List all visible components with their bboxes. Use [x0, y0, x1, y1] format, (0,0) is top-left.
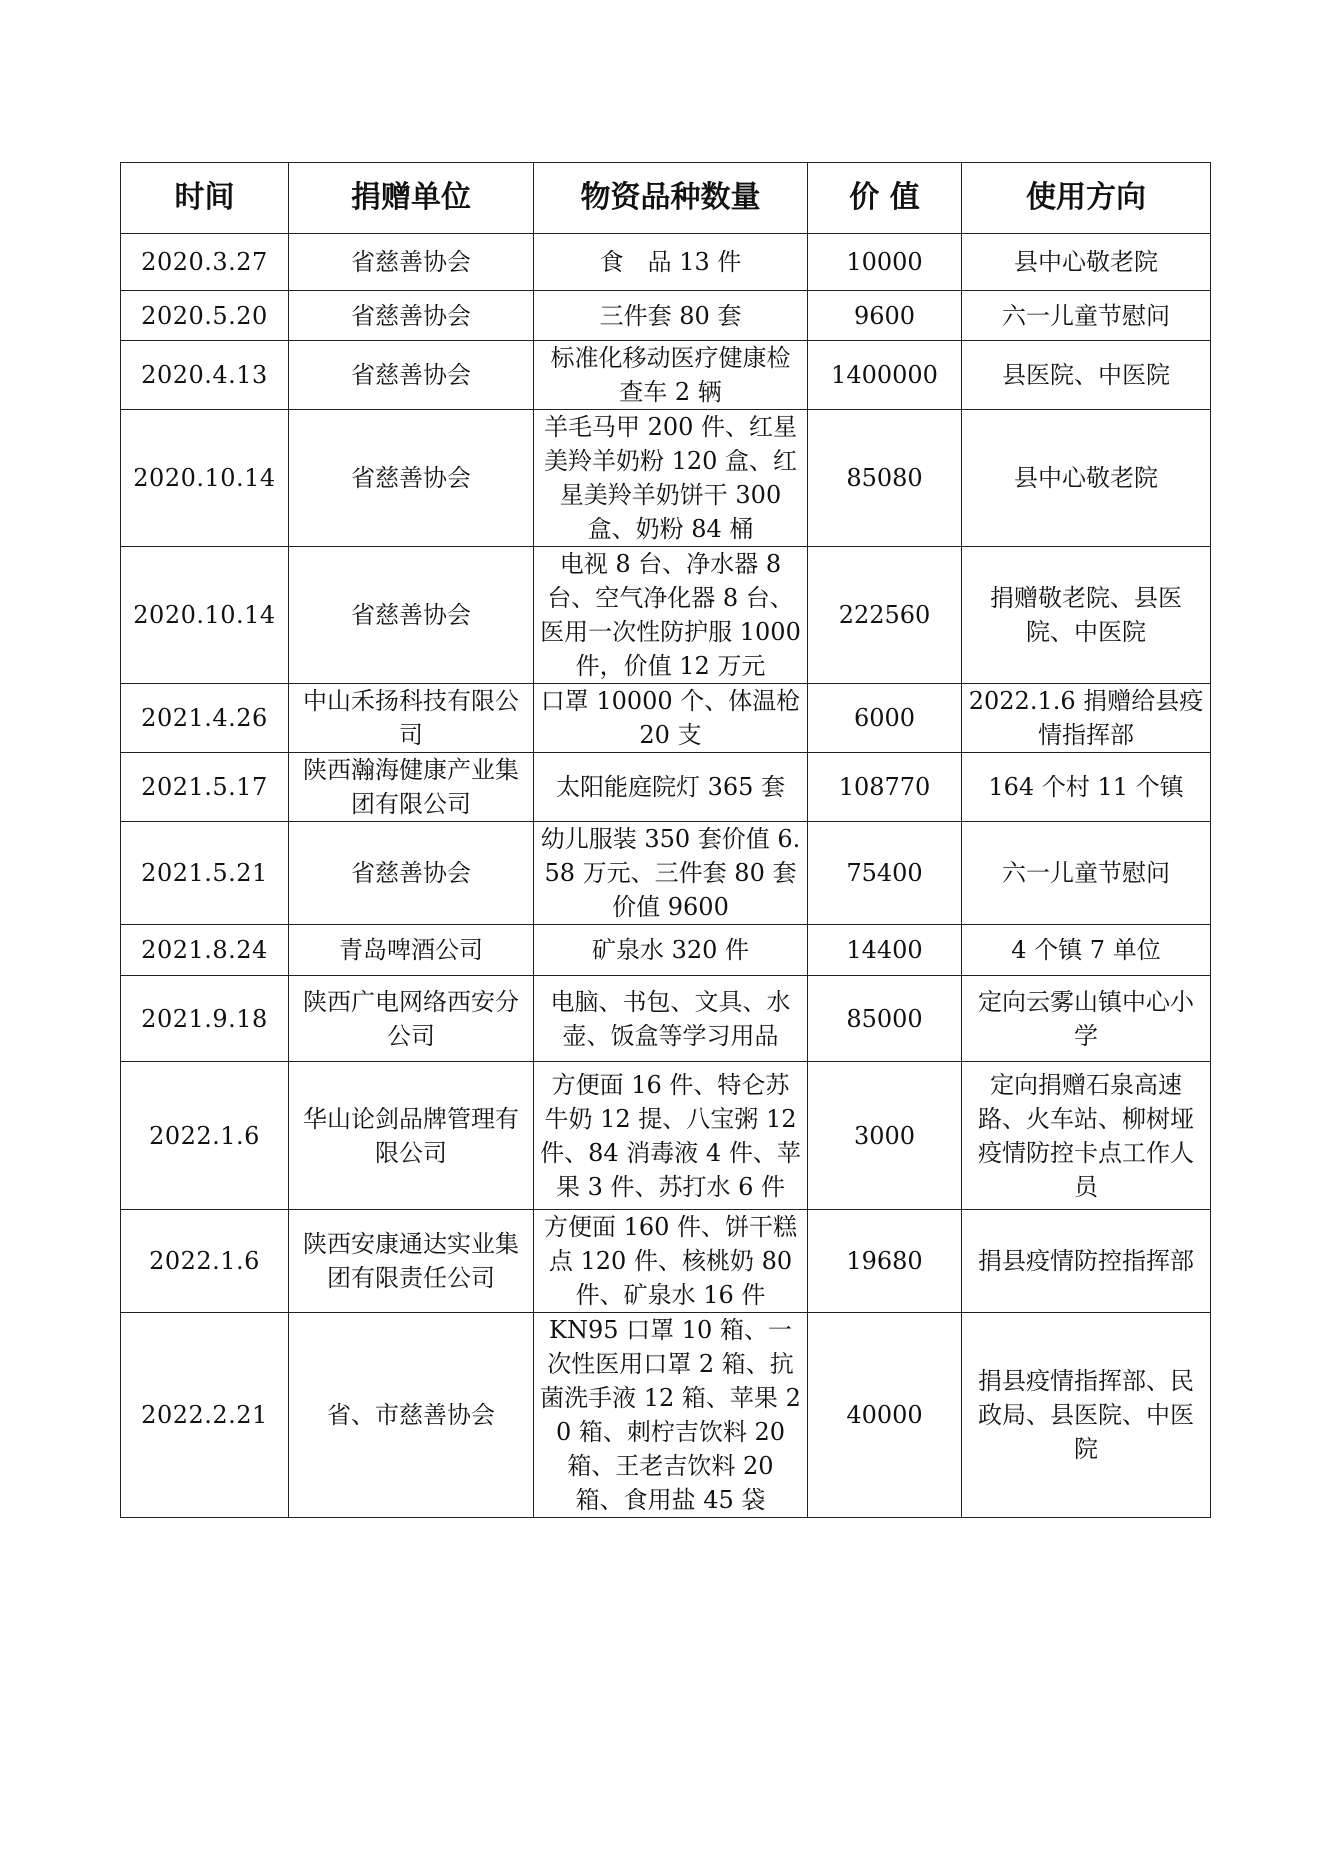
- table-row: [121, 925, 1211, 976]
- header-date: 时间: [121, 163, 289, 234]
- cell-use: 县中心敬老院: [962, 410, 1211, 547]
- cell-donor: 陕西广电网络西安分公司: [289, 976, 534, 1062]
- table-row: [121, 291, 1211, 341]
- table-row: [121, 547, 1211, 684]
- cell-value: 10000: [808, 234, 962, 291]
- cell-value: 75400: [808, 822, 962, 925]
- cell-goods: 矿泉水 320 件: [534, 925, 808, 976]
- cell-goods: 方便面 16 件、特仑苏牛奶 12 提、八宝粥 12 件、84 消毒液 4 件、苹果 3 件、苏打水 6 件: [534, 1062, 808, 1210]
- cell-value: 85000: [808, 976, 962, 1062]
- cell-use: 六一儿童节慰问: [962, 291, 1211, 341]
- header-value: 价 值: [808, 163, 962, 234]
- cell-goods: 羊毛马甲 200 件、红星美羚羊奶粉 120 盒、红星美羚羊奶饼干 300 盒、奶粉 84 桶: [534, 410, 808, 547]
- cell-value: 222560: [808, 547, 962, 684]
- cell-date: 2022.1.6: [121, 1210, 289, 1313]
- header-goods: 物资品种数量: [534, 163, 808, 234]
- cell-date: 2020.4.13: [121, 341, 289, 410]
- cell-date: 2021.8.24: [121, 925, 289, 976]
- cell-donor: 省慈善协会: [289, 341, 534, 410]
- cell-date: 2022.1.6: [121, 1062, 289, 1210]
- cell-use: 县中心敬老院: [962, 234, 1211, 291]
- cell-donor: 陕西安康通达实业集团有限责任公司: [289, 1210, 534, 1313]
- cell-goods: KN95 口罩 10 箱、一次性医用口罩 2 箱、抗菌洗手液 12 箱、苹果 20 箱、刺柠吉饮料 20 箱、王老吉饮料 20 箱、食用盐 45 袋: [534, 1313, 808, 1518]
- cell-date: 2020.10.14: [121, 547, 289, 684]
- table-row: [121, 1313, 1211, 1518]
- cell-donor: 青岛啤酒公司: [289, 925, 534, 976]
- cell-goods: 电脑、书包、文具、水壶、饭盒等学习用品: [534, 976, 808, 1062]
- donation-table: [120, 162, 1211, 1518]
- cell-date: 2021.5.17: [121, 753, 289, 822]
- cell-goods: 三件套 80 套: [534, 291, 808, 341]
- cell-date: 2021.9.18: [121, 976, 289, 1062]
- cell-use: 六一儿童节慰问: [962, 822, 1211, 925]
- table-row: [121, 976, 1211, 1062]
- cell-goods: 幼儿服装 350 套价值 6.58 万元、三件套 80 套价值 9600: [534, 822, 808, 925]
- table-row: [121, 234, 1211, 291]
- cell-date: 2022.2.21: [121, 1313, 289, 1518]
- cell-use: 定向捐赠石泉高速路、火车站、柳树垭疫情防控卡点工作人员: [962, 1062, 1211, 1210]
- table-row: [121, 1210, 1211, 1313]
- cell-use: 捐赠敬老院、县医院、中医院: [962, 547, 1211, 684]
- cell-goods: 口罩 10000 个、体温枪 20 支: [534, 684, 808, 753]
- table-row: [121, 341, 1211, 410]
- cell-goods: 方便面 160 件、饼干糕点 120 件、核桃奶 80 件、矿泉水 16 件: [534, 1210, 808, 1313]
- table-row: [121, 410, 1211, 547]
- cell-use: 捐县疫情防控指挥部: [962, 1210, 1211, 1313]
- cell-value: 40000: [808, 1313, 962, 1518]
- cell-goods: 太阳能庭院灯 365 套: [534, 753, 808, 822]
- cell-use: 164 个村 11 个镇: [962, 753, 1211, 822]
- cell-date: 2020.10.14: [121, 410, 289, 547]
- cell-date: 2020.3.27: [121, 234, 289, 291]
- table-row: [121, 684, 1211, 753]
- cell-donor: 华山论剑品牌管理有限公司: [289, 1062, 534, 1210]
- cell-goods: 电视 8 台、净水器 8 台、空气净化器 8 台、医用一次性防护服 1000 件，价值 12 万元: [534, 547, 808, 684]
- table-row: [121, 753, 1211, 822]
- cell-value: 14400: [808, 925, 962, 976]
- cell-value: 19680: [808, 1210, 962, 1313]
- header-use: 使用方向: [962, 163, 1211, 234]
- cell-value: 85080: [808, 410, 962, 547]
- cell-value: 6000: [808, 684, 962, 753]
- cell-donor: 中山禾扬科技有限公司: [289, 684, 534, 753]
- cell-donor: 省慈善协会: [289, 410, 534, 547]
- cell-donor: 省慈善协会: [289, 234, 534, 291]
- table-row: [121, 1062, 1211, 1210]
- cell-donor: 陕西瀚海健康产业集团有限公司: [289, 753, 534, 822]
- cell-value: 3000: [808, 1062, 962, 1210]
- table-header-row: [121, 163, 1211, 234]
- cell-date: 2021.4.26: [121, 684, 289, 753]
- cell-goods: 标准化移动医疗健康检查车 2 辆: [534, 341, 808, 410]
- cell-value: 9600: [808, 291, 962, 341]
- cell-use: 捐县疫情指挥部、民政局、县医院、中医院: [962, 1313, 1211, 1518]
- cell-value: 1400000: [808, 341, 962, 410]
- cell-goods: 食 品 13 件: [534, 234, 808, 291]
- cell-donor: 省慈善协会: [289, 822, 534, 925]
- cell-use: 2022.1.6 捐赠给县疫情指挥部: [962, 684, 1211, 753]
- cell-use: 定向云雾山镇中心小学: [962, 976, 1211, 1062]
- table-row: [121, 822, 1211, 925]
- cell-donor: 省慈善协会: [289, 291, 534, 341]
- cell-value: 108770: [808, 753, 962, 822]
- cell-donor: 省、市慈善协会: [289, 1313, 534, 1518]
- table-body: [121, 234, 1211, 1518]
- cell-use: 4 个镇 7 单位: [962, 925, 1211, 976]
- cell-use: 县医院、中医院: [962, 341, 1211, 410]
- header-donor: 捐赠单位: [289, 163, 534, 234]
- cell-date: 2020.5.20: [121, 291, 289, 341]
- cell-donor: 省慈善协会: [289, 547, 534, 684]
- cell-date: 2021.5.21: [121, 822, 289, 925]
